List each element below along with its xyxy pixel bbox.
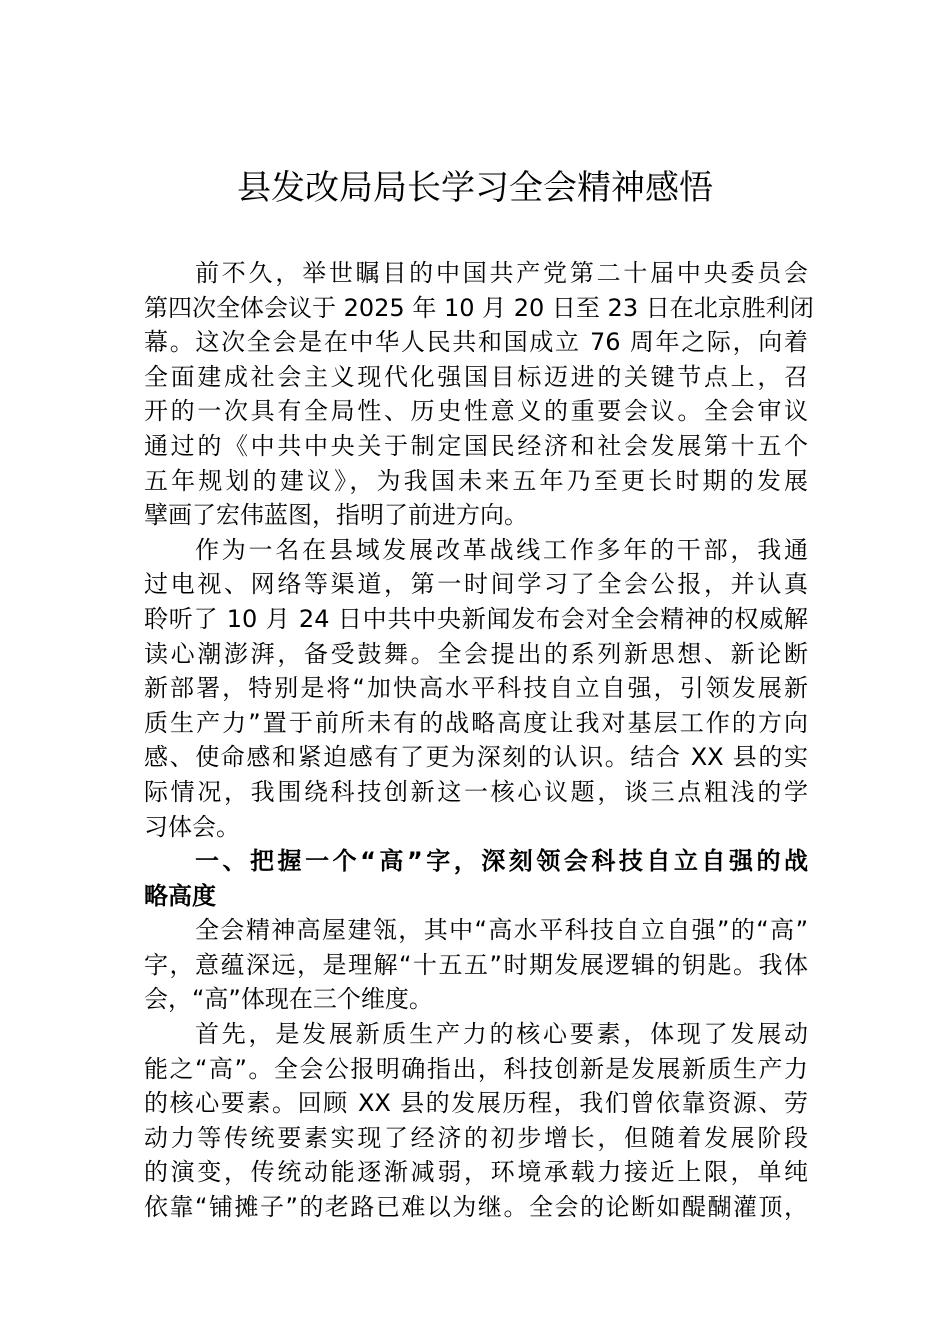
- paragraph-line: 习体会。: [144, 812, 240, 841]
- paragraph-line: 感、使命感和紧迫感有了更为深刻的认识。结合 XX 县的实: [144, 743, 808, 772]
- document-title: 县发改局局长学习全会精神感悟: [237, 168, 713, 208]
- paragraph-line: 第四次全体会议于 2025 年 10 月 20 日至 23 日在北京胜利闭: [144, 293, 814, 322]
- paragraph-line: 过电视、网络等渠道，第一时间学习了全会公报，并认真: [144, 570, 808, 599]
- paragraph-line: 聆听了 10 月 24 日中共中央新闻发布会对全会精神的权威解: [144, 604, 808, 633]
- paragraph-line: 作为一名在县域发展改革战线工作多年的干部，我通: [195, 535, 808, 564]
- paragraph-line: 全会精神高屋建瓴，其中“高水平科技自立自强”的“高”: [195, 916, 808, 945]
- paragraph-line: 首先，是发展新质生产力的核心要素，体现了发展动: [195, 1020, 808, 1049]
- paragraph-line: 的演变，传统动能逐渐减弱，环境承载力接近上限，单纯: [144, 1158, 808, 1187]
- section-heading-line: 一、把握一个“高”字，深刻领会科技自立自强的战: [195, 847, 808, 876]
- paragraph-line: 的核心要素。回顾 XX 县的发展历程，我们曾依靠资源、劳: [144, 1089, 808, 1118]
- paragraph-line: 能之“高”。全会公报明确指出，科技创新是发展新质生产力: [144, 1054, 808, 1083]
- paragraph-line: 全面建成社会主义现代化强国目标迈进的关键节点上，召: [144, 362, 808, 391]
- section-heading-line: 略高度: [144, 881, 216, 910]
- paragraph-line: 字，意蕴深远，是理解“十五五”时期发展逻辑的钥匙。我体: [144, 950, 808, 979]
- paragraph-line: 五年规划的建议》，为我国未来五年乃至更长时期的发展: [144, 466, 808, 495]
- paragraph-line: 依靠“铺摊子”的老路已难以为继。全会的论断如醍醐灌顶，: [144, 1193, 808, 1222]
- paragraph-line: 通过的《中共中央关于制定国民经济和社会发展第十五个: [144, 431, 808, 460]
- paragraph-line: 际情况，我围绕科技创新这一核心议题，谈三点粗浅的学: [144, 777, 808, 806]
- document-body: [144, 256, 814, 1225]
- paragraph-line: 幕。这次全会是在中华人民共和国成立 76 周年之际，向着: [144, 328, 808, 357]
- paragraph-line: 前不久，举世瞩目的中国共产党第二十届中央委员会: [195, 259, 808, 287]
- paragraph-line: 新部署，特别是将“加快高水平科技自立自强，引领发展新: [144, 674, 808, 703]
- paragraph-line: 开的一次具有全局性、历史性意义的重要会议。全会审议: [144, 397, 808, 426]
- paragraph-line: 动力等传统要素实现了经济的初步增长，但随着发展阶段: [144, 1123, 808, 1152]
- paragraph-line: 读心潮澎湃，备受鼓舞。全会提出的系列新思想、新论断: [144, 639, 808, 668]
- paragraph-line: 擘画了宏伟蓝图，指明了前进方向。: [144, 501, 528, 530]
- paragraph-line: 质生产力”置于前所未有的战略高度让我对基层工作的方向: [144, 708, 808, 737]
- paragraph-line: 会，“高”体现在三个维度。: [144, 985, 433, 1014]
